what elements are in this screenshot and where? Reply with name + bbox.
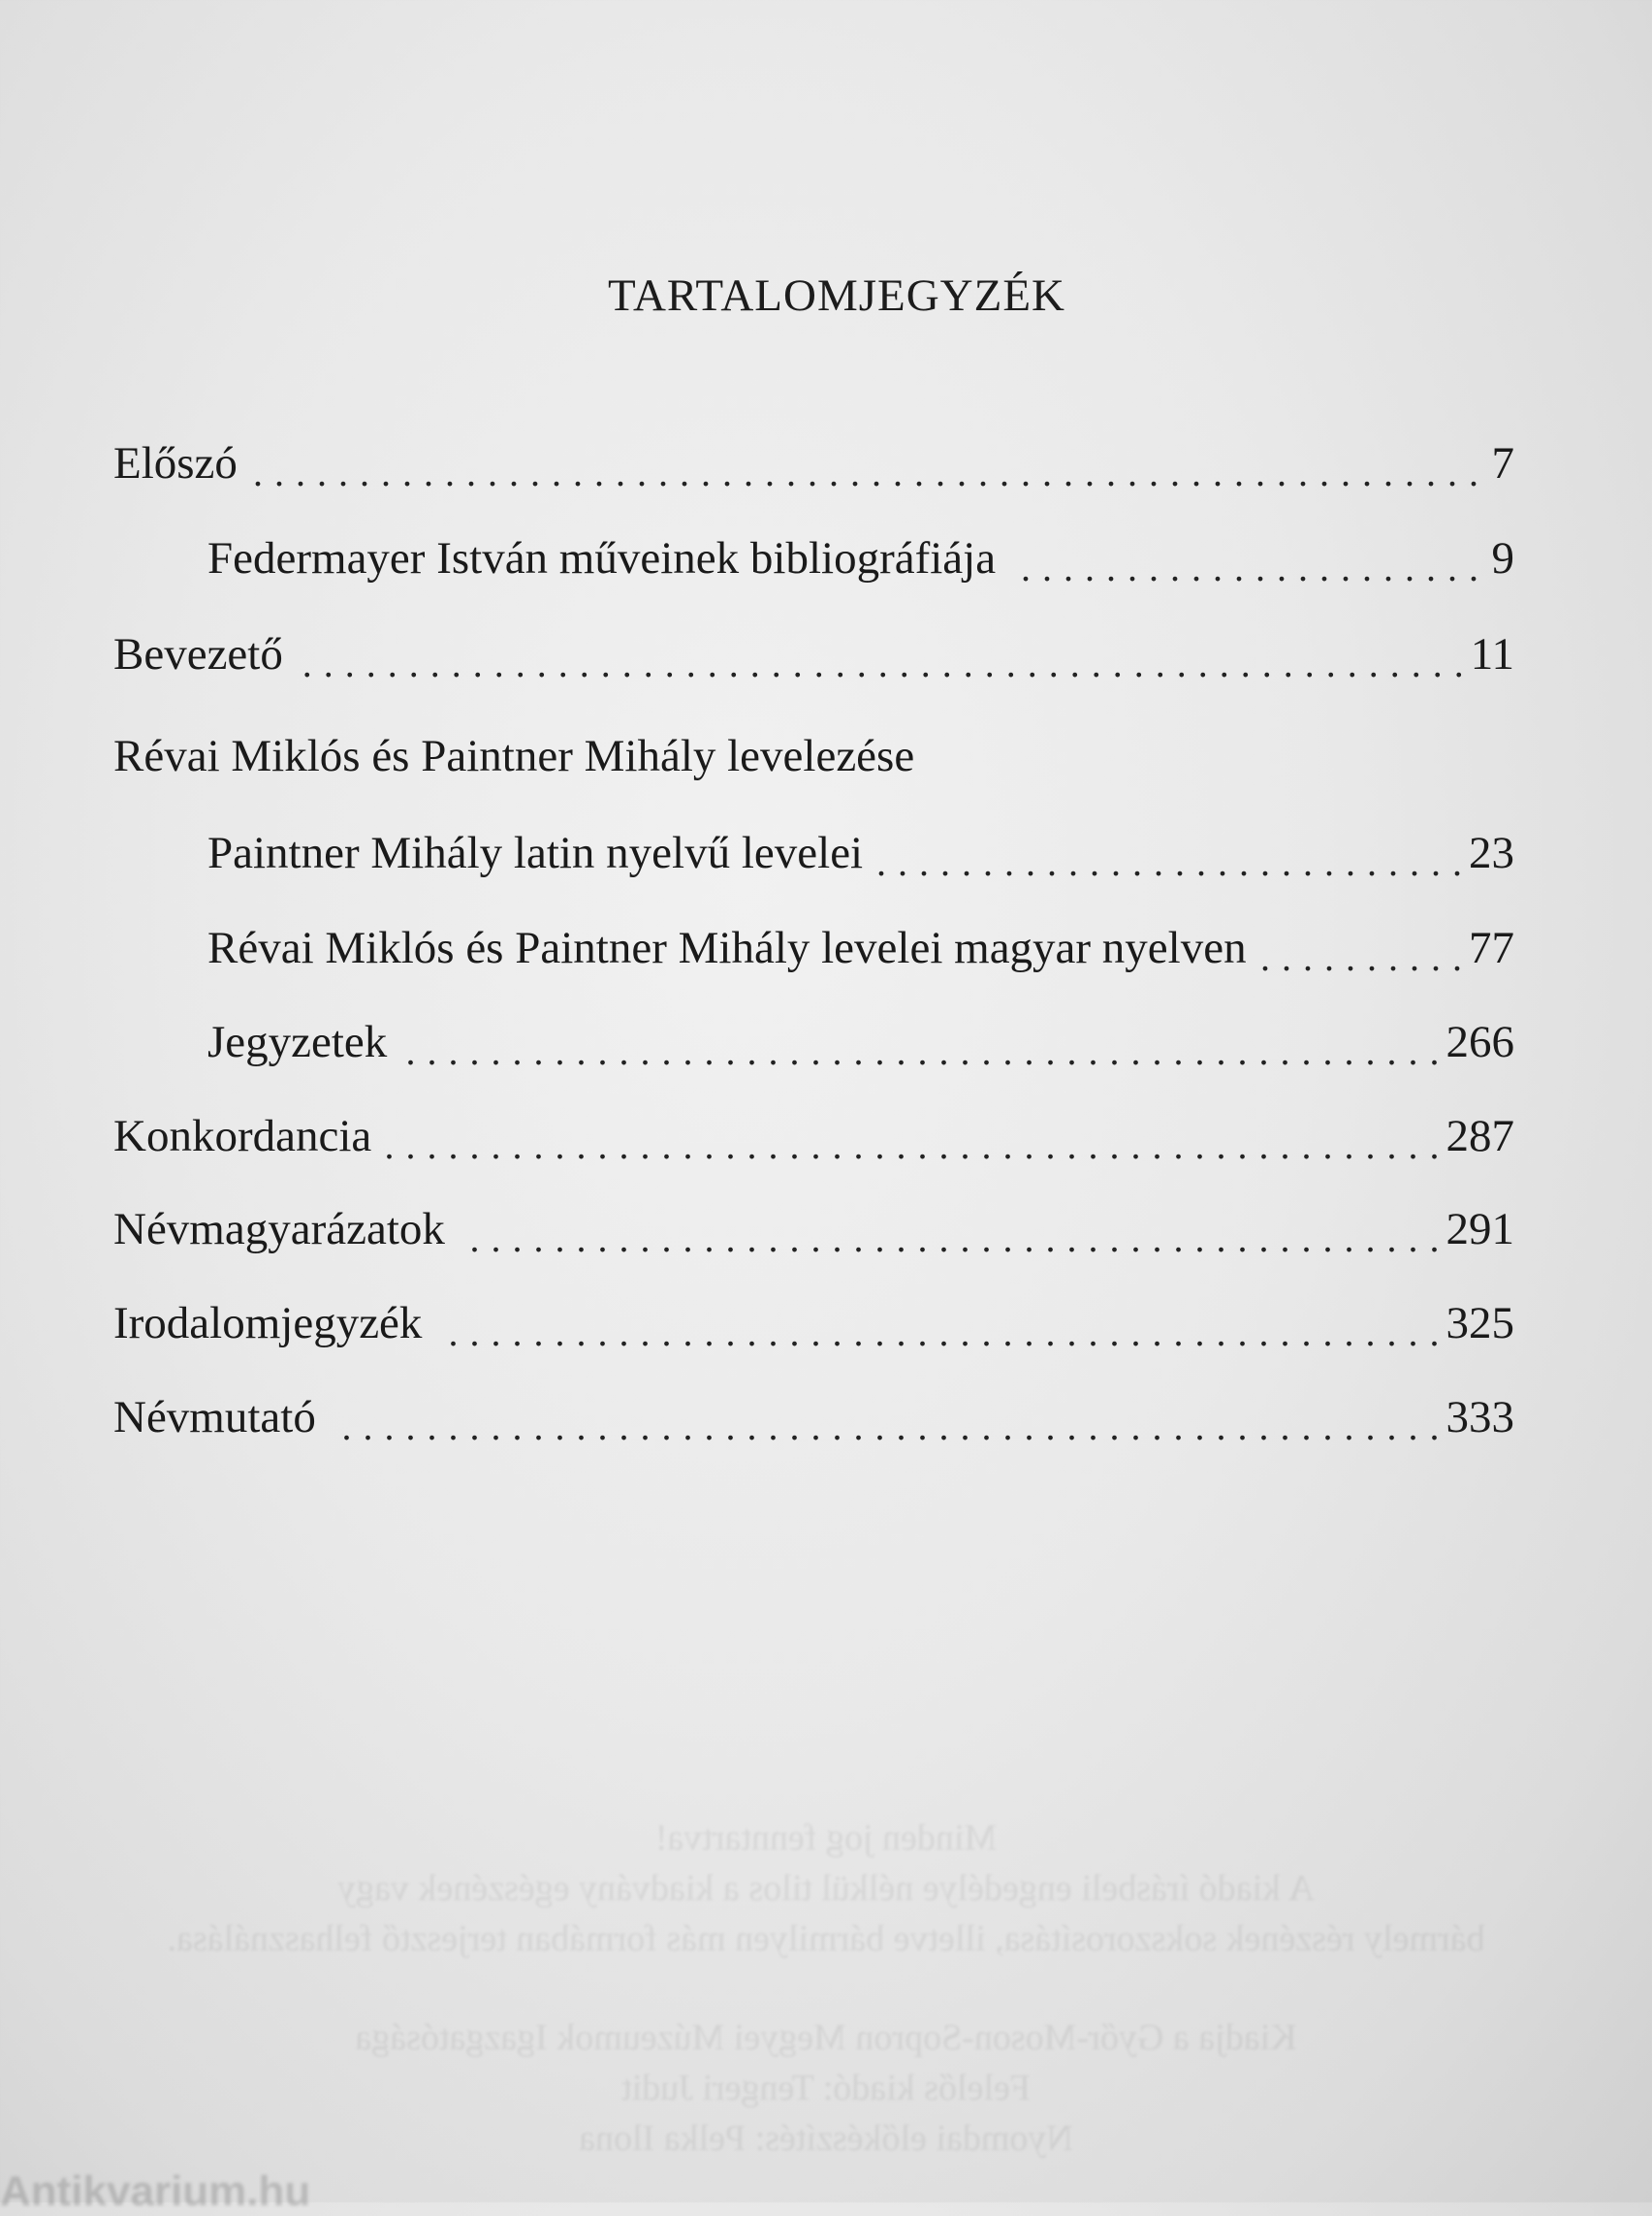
toc-title: TARTALOMJEGYZÉK <box>608 270 1065 321</box>
bleed-line: Nyomdai előkészítés: Pelka Ilona <box>579 2118 1073 2159</box>
toc-entry-label: Névmutató <box>113 1392 316 1442</box>
dot-leader <box>437 1310 1440 1352</box>
toc-entry[interactable] <box>113 625 1514 683</box>
dot-leader <box>332 1404 1441 1446</box>
toc-entry-label: Paintner Mihály latin nyelvű levelei <box>207 828 864 878</box>
toc-entry-label: Irodalomjegyzék <box>113 1298 423 1348</box>
toc-section-heading[interactable] <box>113 727 1514 785</box>
dot-leader <box>387 1123 1440 1165</box>
bleed-line: bármely részének sokszorosítása, illetve bármilyen más formában terjesztő felhasználása. <box>167 1918 1485 1959</box>
toc-entry[interactable] <box>207 919 1514 977</box>
dot-leader <box>878 839 1463 882</box>
toc-entry-page: 266 <box>1446 1017 1514 1067</box>
bleed-line: Felelős kiadó: Tengeri Judit <box>621 2068 1031 2108</box>
dot-leader <box>253 450 1479 492</box>
toc-entry[interactable] <box>113 1294 1514 1352</box>
dot-leader <box>461 1216 1441 1258</box>
toc-entry-page: 77 <box>1469 923 1514 973</box>
toc-entry[interactable] <box>207 824 1514 882</box>
toc-entry-label: Révai Miklós és Paintner Mihály levelei magyar nyelven <box>207 923 1247 973</box>
watermark: Antikvarium.hu <box>0 2168 311 2215</box>
dot-leader <box>402 1029 1440 1071</box>
toc-entry-page: 287 <box>1446 1111 1514 1161</box>
dot-leader <box>1262 934 1463 977</box>
toc-entry-label: Konkordancia <box>113 1111 372 1161</box>
bleed-line: Minden jog fenntartva! <box>654 1818 998 1858</box>
toc-entry-page: 11 <box>1470 629 1514 680</box>
toc-entry-label: Révai Miklós és Paintner Mihály levelezése <box>113 731 915 781</box>
toc-entry-label: Federmayer István műveinek bibliográfiája <box>207 533 997 584</box>
toc-entry-page: 23 <box>1469 828 1514 878</box>
toc-entry[interactable] <box>113 1200 1514 1258</box>
dot-leader <box>299 641 1465 683</box>
toc-entry[interactable] <box>113 1388 1514 1446</box>
toc-entry-label: Névmagyarázatok <box>113 1204 445 1254</box>
toc-entry-label: Jegyzetek <box>207 1017 388 1067</box>
toc-entry-label: Előszó <box>113 438 238 489</box>
bleed-line: Kiadja a Győr-Moson-Sopron Megyei Múzeumok Igazgatósága <box>355 2017 1297 2058</box>
bleed-through-text <box>0 1813 1652 2164</box>
bleed-line: A kiadó írásbeli engedélye nélkül tilos a kiadvány egészének vagy <box>337 1868 1315 1909</box>
toc-entry-page: 7 <box>1491 438 1514 489</box>
toc-entry[interactable] <box>207 529 1514 587</box>
toc-entry[interactable] <box>207 1013 1514 1071</box>
toc-entry-page: 9 <box>1491 533 1514 584</box>
toc-entry-page: 291 <box>1446 1204 1514 1254</box>
toc-entry[interactable] <box>113 434 1514 492</box>
toc-entry-label: Bevezető <box>113 629 283 680</box>
dot-leader <box>1011 545 1479 587</box>
toc-entry-page: 325 <box>1446 1298 1514 1348</box>
toc-entry[interactable] <box>113 1107 1514 1165</box>
toc-entry-page: 333 <box>1446 1392 1514 1442</box>
